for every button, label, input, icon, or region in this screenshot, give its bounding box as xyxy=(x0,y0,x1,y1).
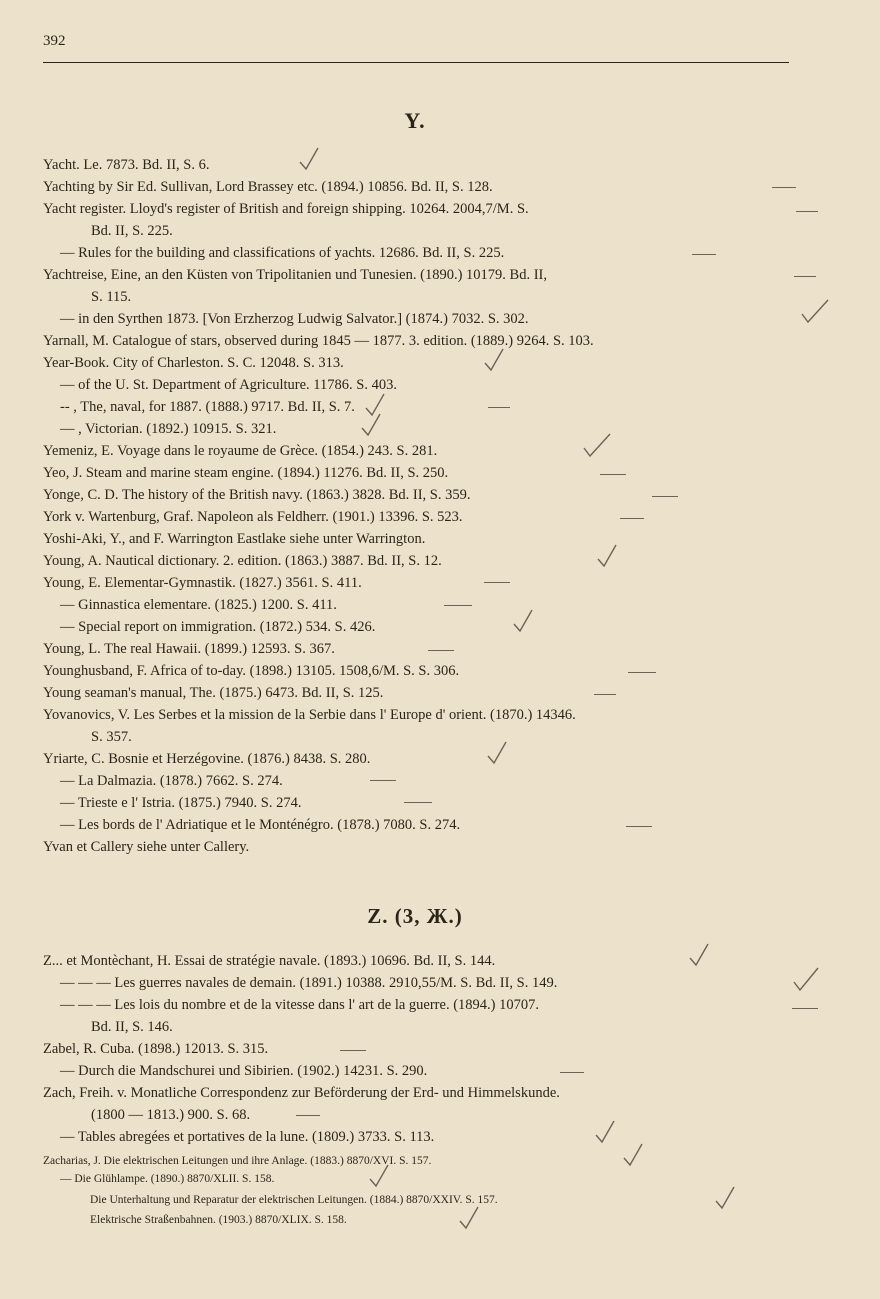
dash-mark-icon xyxy=(600,474,626,475)
entry-z-lois-du-nombre: — — — Les lois du nombre et de la vitesse dans l' art de la guerre. (1894.) 10707. Bd. II, S. 146. xyxy=(60,997,539,1035)
page-number: 392 xyxy=(43,33,66,49)
dash-mark-icon xyxy=(488,407,510,408)
entry-yeo: Yeo, J. Steam and marine steam engine. (1894.) 11276. Bd. II, S. 250. xyxy=(43,465,449,481)
entry-zacharias: Zacharias, J. Die elektrischen Leitungen und ihre Anlage. (1883.) 8870/XVI. S. 157. xyxy=(43,1155,432,1167)
entry-year-book-victorian: — , Victorian. (1892.) 10915. S. 321. xyxy=(60,421,277,437)
entry-yachting: Yachting by Sir Ed. Sullivan, Lord Brassey etc. (1894.) 10856. Bd. II, S. 128. xyxy=(43,179,493,195)
dash-mark-icon xyxy=(404,802,432,803)
dash-mark-icon xyxy=(370,780,396,781)
dash-mark-icon xyxy=(772,187,796,188)
dash-mark-icon xyxy=(560,1072,584,1073)
dash-mark-icon xyxy=(794,276,816,277)
dash-mark-icon xyxy=(652,496,678,497)
entry-zach-tables: — Tables abregées et portatives de la lune. (1809.) 3733. S. 113. xyxy=(60,1129,435,1145)
check-mark-icon xyxy=(688,942,710,968)
entry-young-seaman: Young seaman's manual, The. (1875.) 6473. Bd. II, S. 125. xyxy=(43,685,384,701)
check-mark-icon xyxy=(512,608,534,634)
check-mark-icon xyxy=(792,966,820,992)
entry-yacht: Yacht. Le. 7873. Bd. II, S. 6. xyxy=(43,157,210,173)
entry-younghusband: Younghusband, F. Africa of to-day. (1898.) 13105. 1508,6/M. S. S. 306. xyxy=(43,663,460,679)
header-rule xyxy=(43,62,789,63)
section-y-heading: Y. xyxy=(404,108,426,133)
check-mark-icon xyxy=(483,347,505,373)
entry-zabel-mandschurei: — Durch die Mandschurei und Sibirien. (1902.) 14231. S. 290. xyxy=(60,1063,428,1079)
entry-zacharias-gluehlampe: — Die Glühlampe. (1890.) 8870/XLII. S. 158. xyxy=(60,1173,275,1185)
entry-year-book-agriculture: — of the U. St. Department of Agriculture. 11786. S. 403. xyxy=(60,377,397,393)
entry-year-book-naval: -- , The, naval, for 1887. (1888.) 9717. Bd. II, S. 7. xyxy=(60,399,355,415)
check-mark-icon xyxy=(800,298,830,324)
entry-young-e-special-report: — Special report on immigration. (1872.) 534. S. 426. xyxy=(60,619,376,635)
entry-z-montechant: Z... et Montèchant, H. Essai de stratégie navale. (1893.) 10696. Bd. II, S. 144. xyxy=(43,953,496,969)
dash-mark-icon xyxy=(620,518,644,519)
section-z-heading: Z. (3, Ж.) xyxy=(367,904,463,928)
entry-zach: Zach, Freih. v. Monatliche Correspondenz zur Beförderung der Erd- und Himmelskunde. (1800 — 1813.) 900. S. 68. xyxy=(43,1085,560,1123)
entry-yemeniz: Yemeniz, E. Voyage dans le royaume de Grèce. (1854.) 243. S. 281. xyxy=(43,443,438,459)
check-mark-icon xyxy=(594,1119,616,1145)
entry-yriarte-dalmazia: — La Dalmazia. (1878.) 7662. S. 274. xyxy=(60,773,283,789)
check-mark-icon xyxy=(486,740,508,766)
dash-mark-icon xyxy=(796,211,818,212)
entry-young-l: Young, L. The real Hawaii. (1899.) 12593. S. 367. xyxy=(43,641,335,657)
dash-mark-icon xyxy=(428,650,454,651)
entry-yachtreise: Yachtreise, Eine, an den Küsten von Tripolitanien und Tunesien. (1890.) 10179. Bd. II, S. 115. xyxy=(43,267,547,305)
check-mark-icon xyxy=(622,1142,644,1168)
check-mark-icon xyxy=(368,1163,390,1189)
check-mark-icon xyxy=(458,1205,480,1231)
entry-yarnall: Yarnall, M. Catalogue of stars, observed during 1845 — 1877. 3. edition. (1889.) 9264. S. 103. xyxy=(43,333,594,349)
entry-young-a: Young, A. Nautical dictionary. 2. edition. (1863.) 3887. Bd. II, S. 12. xyxy=(43,553,442,569)
dash-mark-icon xyxy=(628,672,656,673)
entry-yriarte-trieste: — Trieste e l' Istria. (1875.) 7940. S. 274. xyxy=(60,795,302,811)
entry-year-book: Year-Book. City of Charleston. S. C. 12048. S. 313. xyxy=(43,355,344,371)
entry-york: York v. Wartenburg, Graf. Napoleon als Feldherr. (1901.) 13396. S. 523. xyxy=(43,509,463,525)
dash-mark-icon xyxy=(444,605,472,606)
dash-mark-icon xyxy=(484,582,510,583)
entry-zabel: Zabel, R. Cuba. (1898.) 12013. S. 315. xyxy=(43,1041,269,1057)
entry-z-guerres-navales: — — — Les guerres navales de demain. (1891.) 10388. 2910,55/M. S. Bd. II, S. 149. xyxy=(60,975,558,991)
entry-yriarte: Yriarte, C. Bosnie et Herzégovine. (1876.) 8438. S. 280. xyxy=(43,751,371,767)
check-mark-icon xyxy=(582,432,612,458)
entry-zacharias-unterhaltung: Die Unterhaltung und Reparatur der elektrischen Leitungen. (1884.) 8870/XXIV. S. 157. xyxy=(90,1194,498,1206)
entry-yriarte-adriatique: — Les bords de l' Adriatique et le Monténégro. (1878.) 7080. S. 274. xyxy=(60,817,461,833)
check-mark-icon xyxy=(298,146,320,172)
entry-yonge: Yonge, C. D. The history of the British navy. (1863.) 3828. Bd. II, S. 359. xyxy=(43,487,471,503)
dash-mark-icon xyxy=(594,694,616,695)
entry-yacht-register: Yacht register. Lloyd's register of British and foreign shipping. 10264. 2004,7/M. S. Bd. II, S. 225. xyxy=(43,201,529,239)
entry-yvan: Yvan et Callery siehe unter Callery. xyxy=(43,839,250,855)
check-mark-icon xyxy=(596,543,618,569)
entry-yacht-rules: — Rules for the building and classifications of yachts. 12686. Bd. II, S. 225. xyxy=(60,245,505,261)
dash-mark-icon xyxy=(792,1008,818,1009)
dash-mark-icon xyxy=(296,1115,320,1116)
dash-mark-icon xyxy=(692,254,716,255)
entry-young-e: Young, E. Elementar-Gymnastik. (1827.) 3561. S. 411. xyxy=(43,575,362,591)
entry-yoshi-aki: Yoshi-Aki, Y., and F. Warrington Eastlake siehe unter Warrington. xyxy=(43,531,426,547)
entry-young-e-ginnastica: — Ginnastica elementare. (1825.) 1200. S. 411. xyxy=(60,597,337,613)
entry-zacharias-strassenbahnen: Elektrische Straßenbahnen. (1903.) 8870/XLIX. S. 158. xyxy=(90,1214,347,1226)
entry-yovanovics: Yovanovics, V. Les Serbes et la mission de la Serbie dans l' Europe d' orient. (1870.) 14346. S. 357. xyxy=(43,707,576,745)
entry-yachtreise-syrthen: — in den Syrthen 1873. [Von Erzherzog Ludwig Salvator.] (1874.) 7032. S. 302. xyxy=(60,311,529,327)
dash-mark-icon xyxy=(340,1050,366,1051)
check-mark-icon xyxy=(360,412,382,438)
check-mark-icon xyxy=(714,1185,736,1211)
dash-mark-icon xyxy=(626,826,652,827)
